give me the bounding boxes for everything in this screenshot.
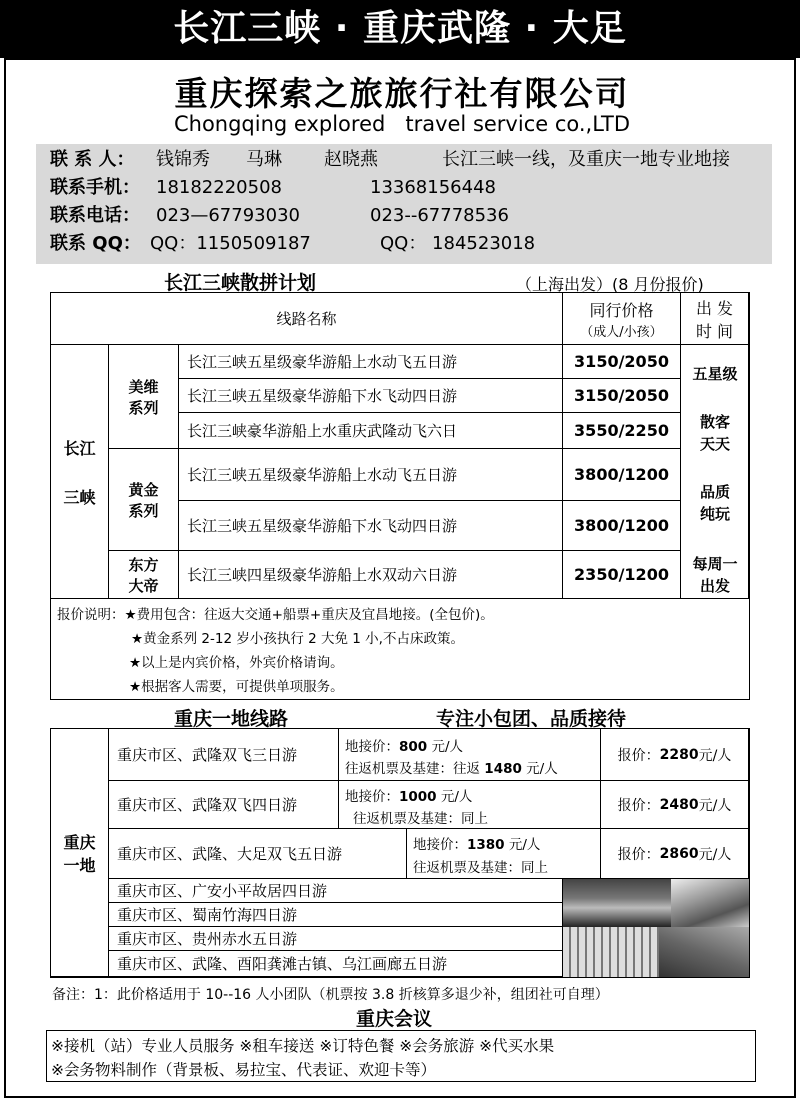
depart-text: 每周一 <box>692 555 738 573</box>
cq-quote-unit: 元/人 <box>698 747 732 764</box>
region-yangtze <box>51 345 109 599</box>
depart-text: 散客 <box>699 413 730 431</box>
header-price <box>563 293 681 345</box>
route-price: 3150/2050 <box>563 379 681 413</box>
route-price: 2350/1200 <box>563 551 681 599</box>
series-text: 东方 <box>128 555 159 574</box>
cq-ground-value: 1000 <box>399 789 437 805</box>
cq-ground-price <box>345 735 463 755</box>
cq-extra-route: 重庆市区、武隆、酉阳龚滩古镇、乌江画廊五日游 <box>109 951 563 977</box>
cq-ground-label: 地接价： <box>345 789 399 805</box>
note-line: 报价说明：★费用包含：往返大交通+船票+重庆及宜昌地接。(全包价)。 <box>57 607 494 623</box>
note-line: ★黄金系列 2-12 岁小孩执行 2 大免 1 小,不占床政策。 <box>131 631 464 647</box>
region-text: 重庆 <box>63 832 96 852</box>
contact-person: 马琳 <box>246 149 282 170</box>
depart-text: 五星级 <box>692 365 738 383</box>
mountain-photo <box>671 879 749 927</box>
city-night-photo <box>563 879 671 927</box>
cq-quote-label: 报价： <box>617 797 660 814</box>
region-text: 三峡 <box>63 487 96 507</box>
header-route <box>51 293 563 345</box>
phone-number: 023--67778536 <box>370 205 509 226</box>
meeting-services-line: ※接机（站）专业人员服务 ※租车接送 ※订特色餐 ※会务旅游 ※代买水果 <box>51 1037 555 1055</box>
cq-extra-route: 重庆市区、广安小平故居四日游 <box>109 879 563 903</box>
header-price-text: 同行价格 <box>589 300 654 320</box>
cq-air-label: 往返机票及基建：往返 <box>345 761 485 777</box>
cq-route-name: 重庆市区、武隆、大足双飞五日游 <box>109 829 407 879</box>
depart-text: 天天 <box>699 435 730 453</box>
route-name: 长江三峡五星级豪华游船上水动飞五日游 <box>179 449 563 501</box>
qq-number: QQ： 184523018 <box>380 233 536 254</box>
cq-extra-route: 重庆市区、贵州赤水五日游 <box>109 927 563 951</box>
cq-ground-value: 1380 <box>467 837 505 853</box>
route-price: 3150/2050 <box>563 345 681 379</box>
cq-ground-unit: 元/人 <box>427 739 464 755</box>
cq-ground-value: 800 <box>399 739 428 755</box>
route-price: 3550/2250 <box>563 413 681 449</box>
cq-air-price: 往返机票及基建：同上 <box>353 811 488 827</box>
cq-route-cost <box>407 829 601 879</box>
cq-quote-label: 报价： <box>617 747 660 764</box>
yangtze-section-title: 长江三峡散拼计划 <box>164 272 317 294</box>
series-text: 系列 <box>128 398 159 417</box>
flyer-sheet <box>4 58 796 1098</box>
meeting-section-title: 重庆会议 <box>356 1008 433 1030</box>
cq-extra-route: 重庆市区、蜀南竹海四日游 <box>109 903 563 927</box>
yangtze-section-note: （上海出发）(8 月份报价) <box>516 275 704 294</box>
route-name: 长江三峡五星级豪华游船下水飞动四日游 <box>179 379 563 413</box>
cq-quote <box>601 729 749 781</box>
series-dongfang <box>109 551 179 599</box>
cq-quote-label: 报价： <box>617 846 660 863</box>
note-line: ★根据客人需要，可提供单项服务。 <box>129 679 344 695</box>
depart-column <box>681 345 749 599</box>
chongqing-table <box>50 728 750 978</box>
depart-text: 品质 <box>699 483 730 501</box>
qq-number: QQ：1150509187 <box>150 233 311 254</box>
route-price: 3800/1200 <box>563 501 681 551</box>
route-name: 长江三峡五星级豪华游船下水飞动四日游 <box>179 501 563 551</box>
mobile-number: 13368156448 <box>370 177 496 198</box>
series-text: 美维 <box>128 377 159 396</box>
cq-ground-unit: 元/人 <box>436 789 473 805</box>
contact-qq-label: 联系 QQ： <box>50 233 141 254</box>
series-text: 黄金 <box>128 480 159 499</box>
contact-box <box>36 144 772 264</box>
cq-quote <box>601 781 749 829</box>
route-name: 长江三峡五星级豪华游船上水动飞五日游 <box>179 345 563 379</box>
chongqing-remark: 备注：1：此价格适用于 10--16 人小团队（机票按 3.8 折核算多退少补，组团社可自理） <box>52 987 609 1003</box>
series-golden <box>109 449 179 551</box>
header-depart <box>681 293 749 345</box>
cq-ground-label: 地接价： <box>413 837 467 853</box>
note-line: ★以上是内宾价格，外宾价格请询。 <box>129 655 344 671</box>
region-text: 一地 <box>63 855 96 875</box>
cq-air-value: 1480 <box>484 761 522 777</box>
series-text: 系列 <box>128 501 159 520</box>
banner-title: 长江三峡 · 重庆武隆 · 大足 <box>0 0 800 58</box>
cq-quote <box>601 829 749 879</box>
header-price-sub: （成人/小孩） <box>580 324 663 340</box>
cq-air-price: 往返机票及基建：同上 <box>413 860 548 876</box>
cq-ground-label: 地接价： <box>345 739 399 755</box>
cq-route-cost <box>339 781 601 829</box>
series-meiwei <box>109 345 179 449</box>
cq-air-unit: 元/人 <box>521 761 558 777</box>
contact-mobile-label: 联系手机： <box>50 177 140 198</box>
contact-phone-label: 联系电话： <box>50 205 140 226</box>
cq-ground-price <box>413 833 540 853</box>
cq-route-name: 重庆市区、武隆双飞四日游 <box>109 781 339 829</box>
contact-person: 钱锦秀 <box>156 149 210 170</box>
cq-quote-unit: 元/人 <box>698 797 732 814</box>
region-text: 长江 <box>63 438 96 458</box>
mobile-number: 18182220508 <box>156 177 282 198</box>
series-text: 大帝 <box>128 576 159 595</box>
region-chongqing <box>51 729 109 977</box>
route-name: 长江三峡四星级豪华游船上水双动六日游 <box>179 551 563 599</box>
meeting-services-line: ※会务物料制作（背景板、易拉宝、代表证、欢迎卡等） <box>51 1061 436 1079</box>
route-price: 3800/1200 <box>563 449 681 501</box>
cq-ground-price <box>345 785 472 805</box>
bamboo-forest-photo <box>563 927 659 977</box>
meeting-services-box <box>46 1030 756 1082</box>
header-route-text: 线路名称 <box>276 310 337 328</box>
cq-quote-value: 2480 <box>659 796 699 813</box>
company-name-cn: 重庆探索之旅旅行社有限公司 <box>174 74 630 113</box>
cq-quote-value: 2280 <box>659 746 699 763</box>
contact-people-label: 联 系 人： <box>50 149 135 170</box>
company-name-en: Chongqing explored travel service co.,LTD <box>173 112 631 136</box>
route-name: 长江三峡豪华游船上水重庆武隆动飞六日 <box>179 413 563 449</box>
header-depart-text: 出 发 <box>695 298 734 318</box>
depart-text: 纯玩 <box>699 505 730 523</box>
contact-person: 赵晓燕 <box>324 149 378 170</box>
chongqing-slogan: 专注小包团、品质接待 <box>436 708 627 730</box>
cq-air-price <box>345 757 558 777</box>
cq-route-name: 重庆市区、武隆双飞三日游 <box>109 729 339 781</box>
depart-text: 出发 <box>699 577 730 595</box>
chongqing-section-title: 重庆一地线路 <box>174 708 289 730</box>
gorge-photo <box>659 927 749 977</box>
cq-quote-unit: 元/人 <box>698 846 732 863</box>
cq-ground-unit: 元/人 <box>504 837 541 853</box>
cq-route-cost <box>339 729 601 781</box>
header-depart-text: 时 间 <box>695 321 734 341</box>
yangtze-table <box>50 292 750 700</box>
contact-specialty: 长江三峡一线，及重庆一地专业地接 <box>442 149 730 170</box>
cq-quote-value: 2860 <box>659 845 699 862</box>
phone-number: 023—67793030 <box>156 205 300 226</box>
